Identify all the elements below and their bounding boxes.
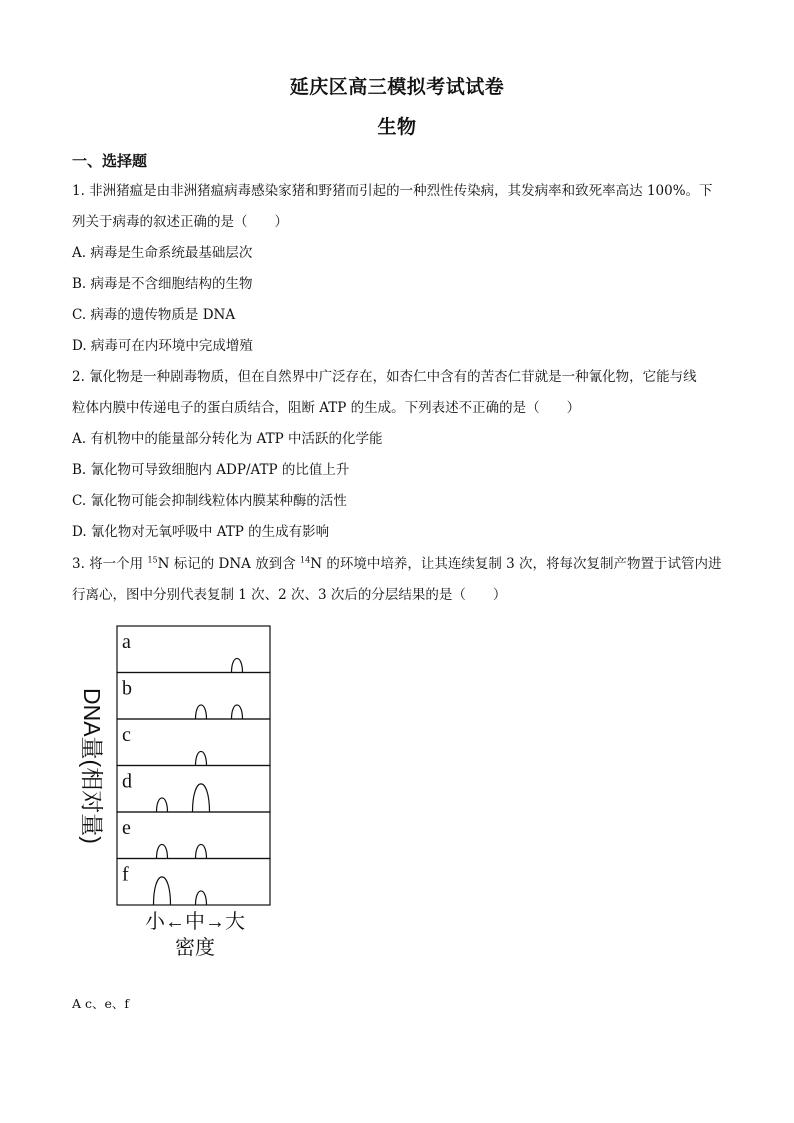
q3-option-a: A c、e、f xyxy=(72,996,130,1011)
panel-frame-d xyxy=(117,766,270,813)
q1-stem-line1: 1. 非洲猪瘟是由非洲猪瘟病毒感染家猪和野猪而引起的一种烈性传染病，其发病率和致死率高达 100%。下 xyxy=(72,183,713,199)
q1-stem-line2: 列关于病毒的叙述正确的是（ ） xyxy=(72,214,288,230)
q2-option-c: C. 氰化物可能会抑制线粒体内膜某种酶的活性 xyxy=(72,493,347,509)
q2-option-d: D. 氰化物对无氧呼吸中 ATP 的生成有影响 xyxy=(72,524,330,540)
panel-b-peak-1 xyxy=(196,705,207,719)
q1-option-c: C. 病毒的遗传物质是 DNA xyxy=(72,307,236,323)
panel-label-a: a xyxy=(122,631,131,653)
panel-d-peak-2 xyxy=(193,784,210,812)
panel-label-b: b xyxy=(122,677,132,700)
q2-stem-line2: 粒体内膜中传递电子的蛋白质结合，阻断 ATP 的生成。下列表述不正确的是（ ） xyxy=(72,400,581,416)
panel-label-c: c xyxy=(122,724,131,746)
panel-e-peak-1 xyxy=(157,844,168,858)
panel-f-peak-1 xyxy=(154,877,171,905)
q3-stem-part1: 3. 将一个用 xyxy=(72,556,148,572)
dna-density-diagram xyxy=(70,620,290,965)
panel-frame-f xyxy=(117,859,270,906)
panel-d-peak-1 xyxy=(157,798,168,812)
figure-panels xyxy=(117,626,270,905)
q3-isotope-14: 14 xyxy=(300,555,311,565)
q2-option-b: B. 氰化物可导致细胞内 ADP/ATP 的比值上升 xyxy=(72,462,350,478)
q3-isotope-15: 15 xyxy=(147,555,158,565)
q1-option-b: B. 病毒是不含细胞结构的生物 xyxy=(72,276,253,292)
figure-x-axis-label: 密度 xyxy=(175,937,215,959)
panel-b-peak-2 xyxy=(232,705,243,719)
q1-option-a: A. 病毒是生命系统最基础层次 xyxy=(72,245,253,261)
panel-label-f: f xyxy=(122,863,129,886)
panel-e-peak-2 xyxy=(196,844,207,858)
q2-option-a: A. 有机物中的能量部分转化为 ATP 中活跃的化学能 xyxy=(72,431,383,447)
panel-label-d: d xyxy=(122,770,132,793)
panel-label-e: e xyxy=(122,817,131,839)
figure-x-axis-arrow: 小←中→大 xyxy=(145,911,245,933)
panel-frame-b xyxy=(117,673,270,720)
panel-frame-c xyxy=(117,719,270,766)
section-heading: 一、选择题 xyxy=(72,152,148,170)
panel-f-peak-2 xyxy=(196,891,207,905)
exam-subject: 生物 xyxy=(377,116,417,138)
figure-y-axis-label: DNA量(相对量) xyxy=(79,688,105,844)
panel-frame-a xyxy=(117,626,270,673)
panel-c-peak-1 xyxy=(196,751,207,765)
panel-a-peak-1 xyxy=(232,658,243,672)
q3-stem-line1 xyxy=(72,554,732,574)
exam-title: 延庆区高三模拟考试试卷 xyxy=(289,76,505,98)
q1-option-d: D. 病毒可在内环境中完成增殖 xyxy=(72,338,253,354)
q3-stem-part2: N 标记的 DNA 放到含 xyxy=(157,556,301,572)
panel-frame-e xyxy=(117,812,270,859)
q2-stem-line1: 2. 氰化物是一种剧毒物质，但在自然界中广泛存在，如杏仁中含有的苦杏仁苷就是一种氰化物，它能与线 xyxy=(72,369,697,385)
q3-stem-part3: N 的环境中培养，让其连续复制 3 次，将每次复制产物置于试管内进 xyxy=(310,556,722,572)
dna-density-figure xyxy=(70,620,290,965)
q3-stem-line2: 行离心，图中分别代表复制 1 次、2 次、3 次后的分层结果的是（ ） xyxy=(72,587,507,603)
